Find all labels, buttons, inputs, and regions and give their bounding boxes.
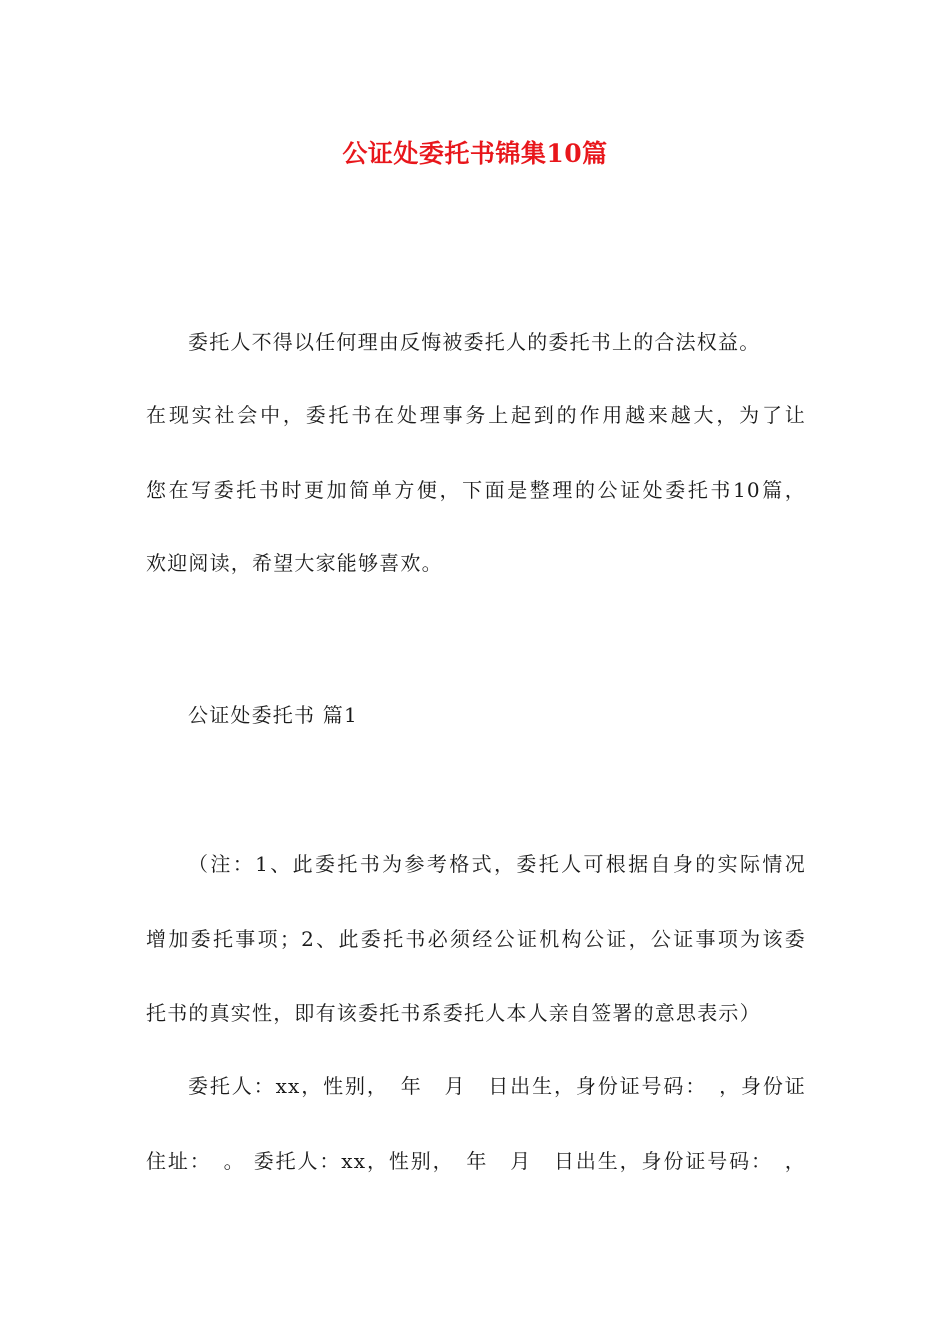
section-heading: 公证处委托书 篇1 bbox=[188, 703, 358, 727]
intro-line-2: 在现实社会中，委托书在处理事务上起到的作用越来越大，为了让 bbox=[146, 403, 806, 427]
note-line-1: （注：1、此委托书为参考格式，委托人可根据自身的实际情况 bbox=[188, 852, 806, 876]
intro-line-4: 欢迎阅读，希望大家能够喜欢。 bbox=[146, 551, 443, 575]
document-title: 公证处委托书锦集10篇 bbox=[342, 139, 608, 168]
note-line-3: 托书的真实性，即有该委托书系委托人本人亲自签署的意思表示） bbox=[146, 1001, 761, 1025]
body-line-2: 住址： 。 委托人：xx，性别， 年 月 日出生，身份证号码： ， bbox=[146, 1149, 806, 1173]
note-line-2: 增加委托事项；2、此委托书必须经公证机构公证，公证事项为该委 bbox=[146, 927, 806, 951]
intro-line-3: 您在写委托书时更加简单方便，下面是整理的公证处委托书10篇， bbox=[146, 478, 806, 502]
body-line-1: 委托人：xx，性别， 年 月 日出生，身份证号码： ，身份证 bbox=[188, 1074, 806, 1098]
intro-line-1: 委托人不得以任何理由反悔被委托人的委托书上的合法权益。 bbox=[188, 330, 761, 354]
